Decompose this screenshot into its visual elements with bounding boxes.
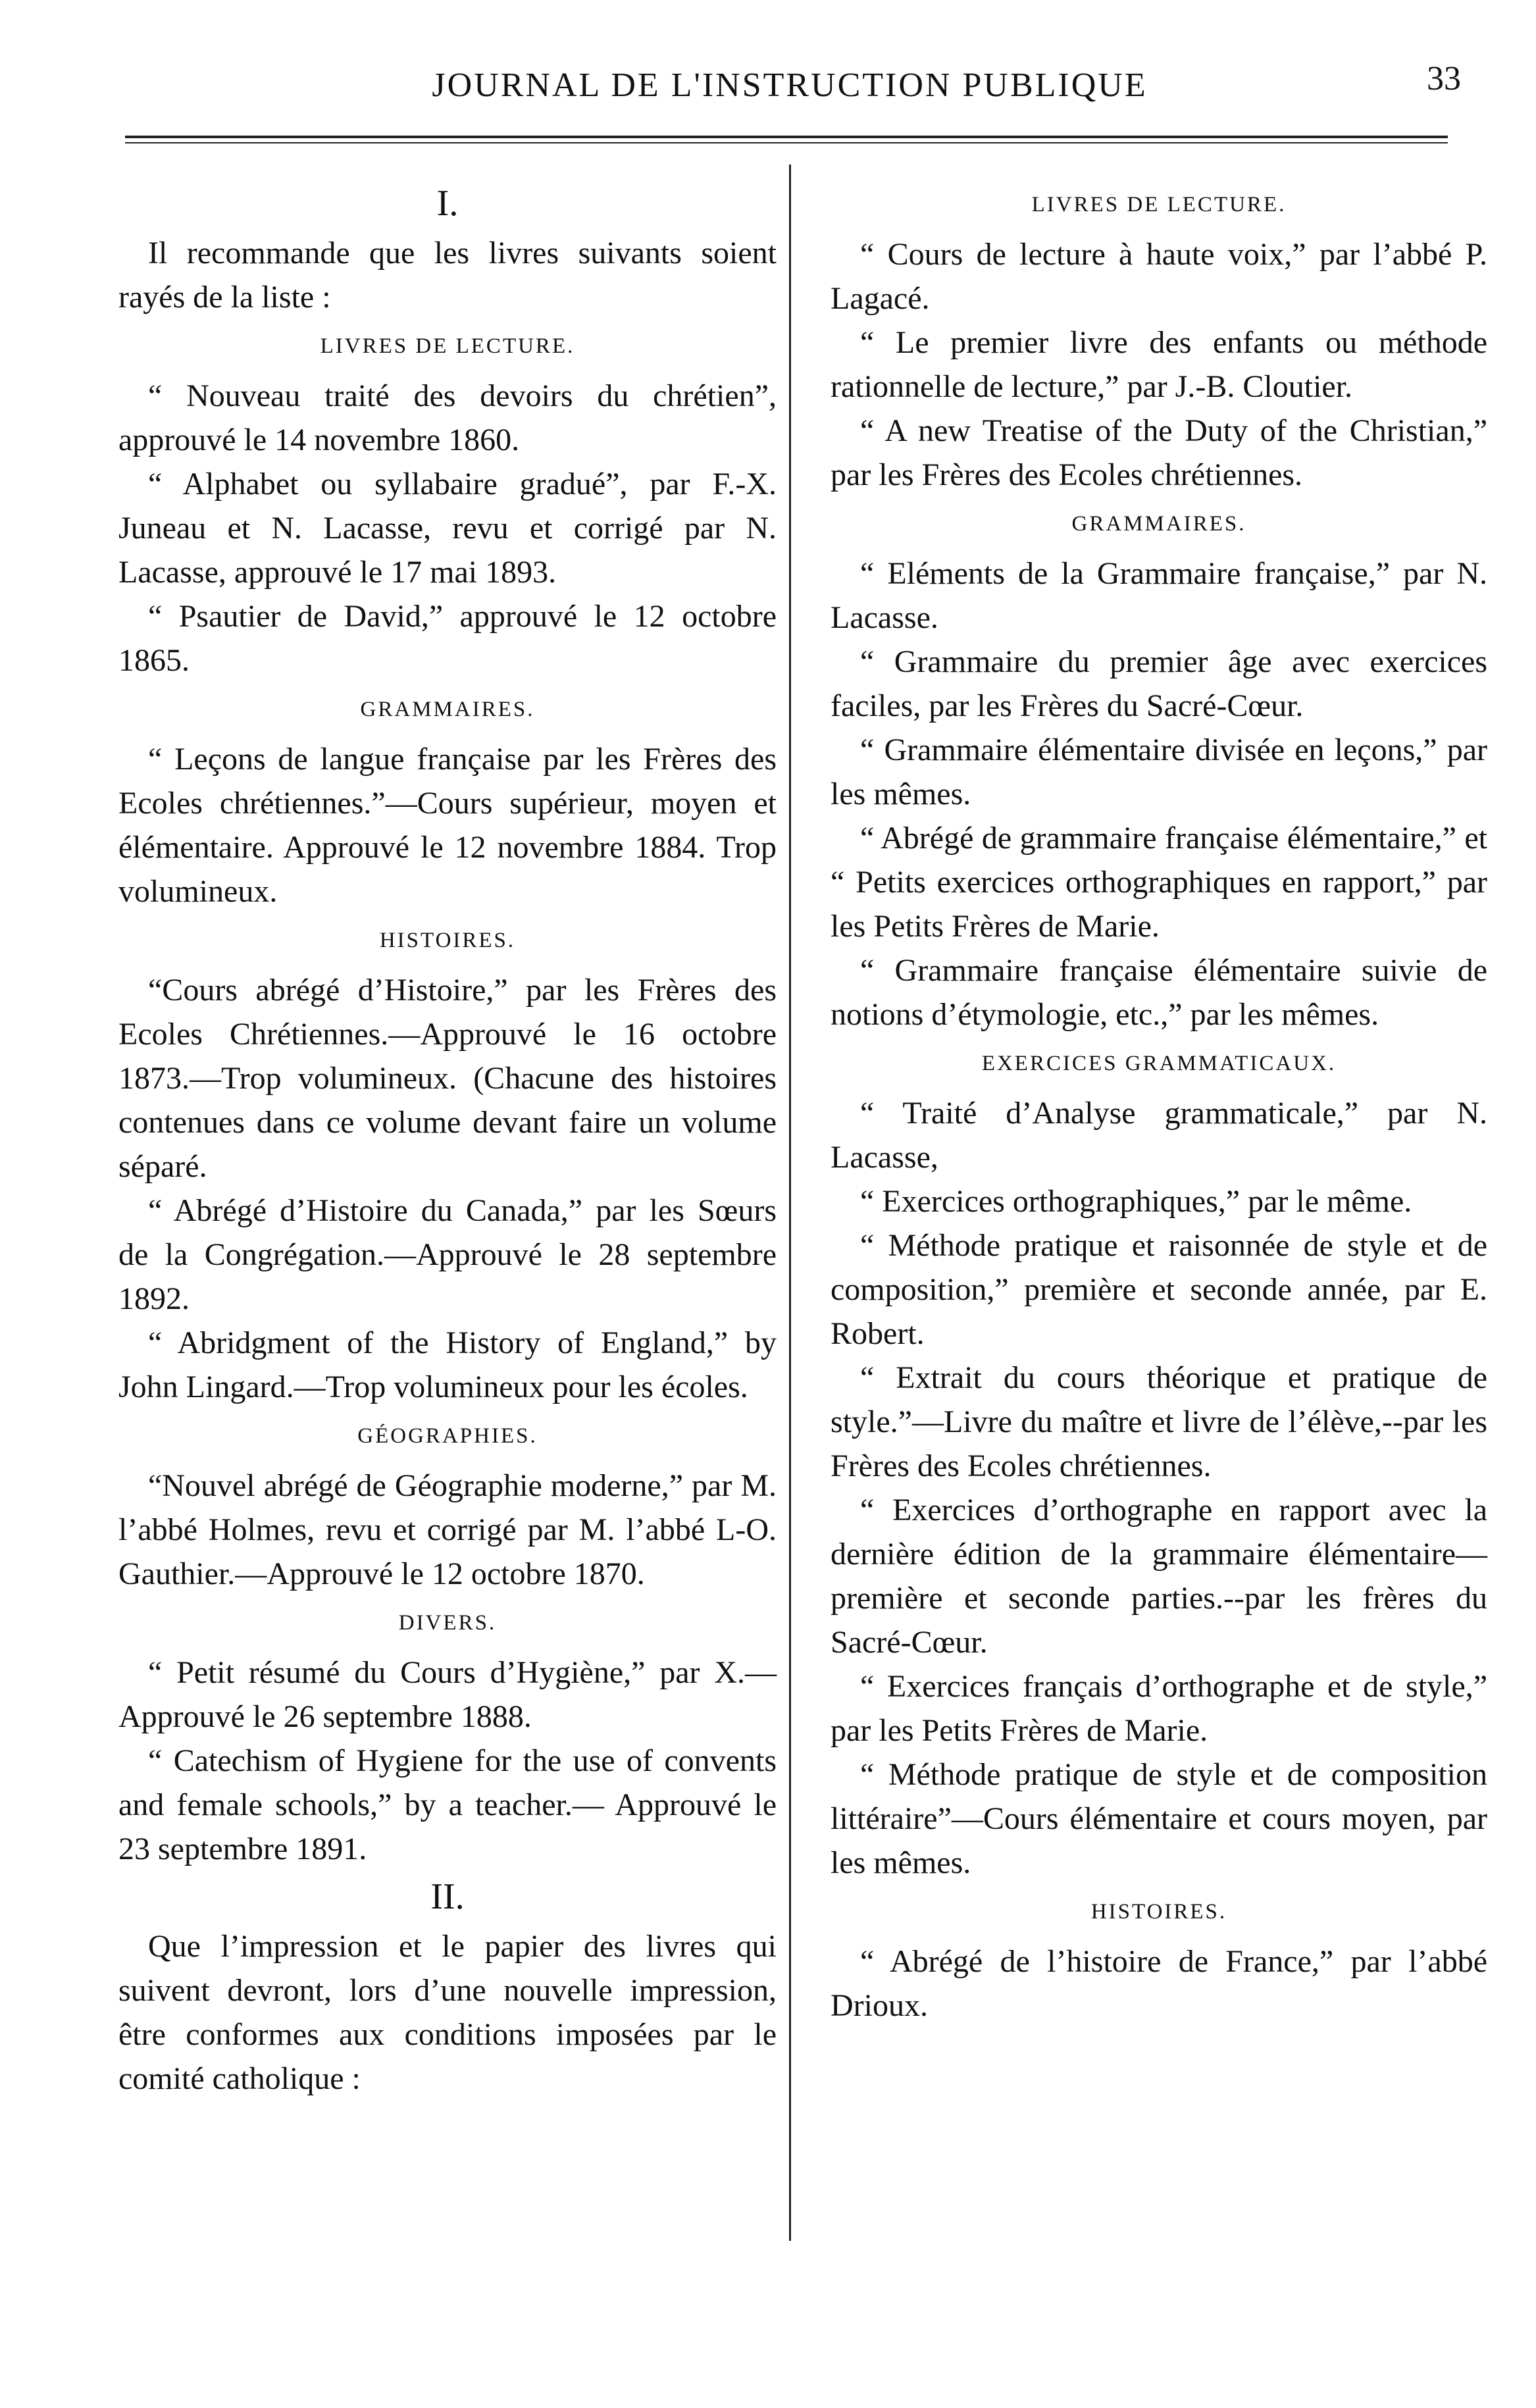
paragraph: “ Grammaire du premier âge avec exercices faciles, par les Frères du Sacré-Cœur. — [831, 644, 1487, 723]
header-rule — [125, 136, 1448, 138]
paragraph: “ Leçons de langue française par les Frères des Ecoles chrétiennes.”—Cours supérieur, moyen et élémentaire. Approuvé le 12 novembre 1884. Trop volumineux. — [118, 742, 777, 909]
paragraph: “ Abrégé de grammaire française élémentaire,” et “ Petits exercices orthographiques en rapport,” par les Petits Frères de Marie. — [831, 821, 1487, 944]
section-subheading: HISTOIRES. — [379, 929, 516, 952]
paragraph: “ Petit résumé du Cours d’Hygiène,” par X.—Approuvé le 26 septembre 1888. — [118, 1655, 777, 1734]
paragraph: Que l’impression et le papier des livres qui suivent devront, lors d’une nouvelle impression, être conformes aux conditions imposées par le comité catholique : — [118, 1929, 777, 2096]
paragraph: “ Traité d’Analyse grammaticale,” par N. Lacasse, — [831, 1096, 1487, 1175]
paragraph: “ Abrégé d’Histoire du Canada,” par les Sœurs de la Congrégation.—Approuvé le 28 septembre 1892. — [118, 1193, 777, 1316]
paragraph: “ Méthode pratique de style et de composition littéraire”—Cours élémentaire et cours moyen, par les mêmes. — [831, 1757, 1487, 1880]
section-subheading: EXERCICES GRAMMATICAUX. — [981, 1052, 1337, 1075]
right-column — [831, 178, 1487, 2028]
section-subheading: HISTOIRES. — [1090, 1900, 1227, 1924]
journal-title: JOURNAL DE L'INSTRUCTION PUBLIQUE — [432, 66, 1148, 104]
paragraph: “ A new Treatise of the Duty of the Christian,” par les Frères des Ecoles chrétiennes. — [831, 413, 1487, 492]
paragraph: “Nouvel abrégé de Géographie moderne,” par M. l’abbé Holmes, revu et corrigé par M. l’abbé L-O. Gauthier.—Approuvé le 12 octobre 1870. — [118, 1468, 777, 1591]
paragraph: Il recommande que les livres suivants soient rayés de la liste : — [118, 236, 777, 315]
paragraph: “ Grammaire élémentaire divisée en leçons,” par les mêmes. — [831, 732, 1487, 811]
paragraph: “Cours abrégé d’Histoire,” par les Frères des Ecoles Chrétiennes.—Approuvé le 16 octobre 1873.—Trop volumineux. (Chacune des histoires contenues dans ce volume devant faire un volume séparé. — [118, 973, 777, 1184]
header-rule-thin — [125, 142, 1448, 143]
paragraph: “ Grammaire française élémentaire suivie de notions d’étymologie, etc.,” par les mêmes. — [831, 953, 1487, 1032]
paragraph: “ Méthode pratique et raisonnée de style et de composition,” première et seconde année, par E. Robert. — [831, 1228, 1487, 1351]
section-number: I. — [436, 183, 459, 224]
column-divider — [789, 165, 791, 2241]
page-header — [118, 53, 1461, 125]
paragraph: “ Extrait du cours théorique et pratique de style.”—Livre du maître et livre de l’élève,--par les Frères des Ecoles chrétiennes. — [831, 1360, 1487, 1483]
left-column — [118, 178, 777, 2101]
section-subheading: DIVERS. — [398, 1611, 497, 1635]
paragraph: “ Abrégé de l’histoire de France,” par l’abbé Drioux. — [831, 1944, 1487, 2023]
paragraph: “ Nouveau traité des devoirs du chrétien”, approuvé le 14 novembre 1860. — [118, 378, 777, 457]
paragraph: “ Eléments de la Grammaire française,” par N. Lacasse. — [831, 556, 1487, 635]
paragraph: “ Exercices d’orthographe en rapport avec la dernière édition de la grammaire élémentaire—première et seconde parties.--par les frères du Sacré-Cœur. — [831, 1493, 1487, 1660]
paragraph: “ Catechism of Hygiene for the use of convents and female schools,” by a teacher.— Approuvé le 23 septembre 1891. — [118, 1743, 777, 1866]
section-subheading: GRAMMAIRES. — [1071, 512, 1246, 536]
section-subheading: GÉOGRAPHIES. — [357, 1424, 538, 1448]
section-subheading: LIVRES DE LECTURE. — [1031, 193, 1287, 217]
page-number: 33 — [1427, 60, 1461, 97]
paragraph: “ Le premier livre des enfants ou méthode rationnelle de lecture,” par J.-B. Cloutier. — [831, 325, 1487, 404]
section-subheading: LIVRES DE LECTURE. — [320, 334, 575, 358]
paragraph: “ Cours de lecture à haute voix,” par l’abbé P. Lagacé. — [831, 237, 1487, 316]
paragraph: “ Exercices orthographiques,” par le même. — [860, 1184, 1412, 1219]
paragraph: “ Exercices français d’orthographe et de style,” par les Petits Frères de Marie. — [831, 1669, 1487, 1748]
section-number: II. — [430, 1876, 465, 1917]
paragraph: “ Abridgment of the History of England,” by John Lingard.—Trop volumineux pour les écoles. — [118, 1325, 777, 1404]
paragraph: “ Psautier de David,” approuvé le 12 octobre 1865. — [118, 599, 777, 678]
paragraph: “ Alphabet ou syllabaire gradué”, par F.-X. Juneau et N. Lacasse, revu et corrigé par N. Lacasse, approuvé le 17 mai 1893. — [118, 467, 777, 590]
section-subheading: GRAMMAIRES. — [360, 698, 535, 721]
